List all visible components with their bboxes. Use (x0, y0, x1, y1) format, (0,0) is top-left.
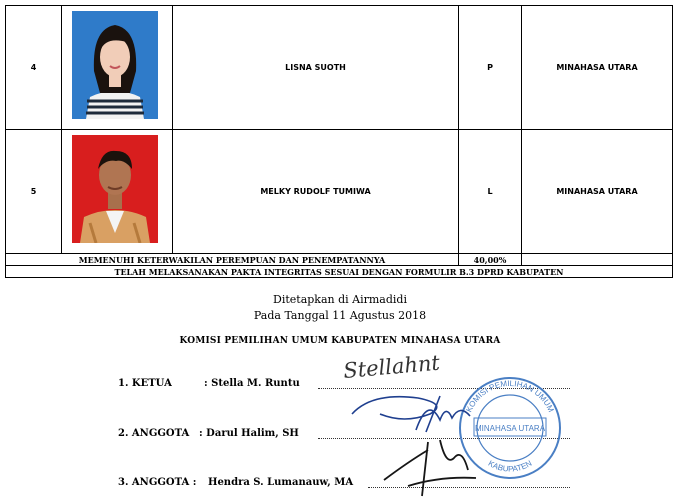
signature-chair (342, 351, 441, 383)
svg-text:Stellahnt: Stellahnt (342, 350, 441, 383)
women-representation-label: MEMENUHI KETERWAKILAN PEREMPUAN DAN PENEMPATANNYA (6, 254, 459, 266)
signature-member-2 (384, 440, 476, 496)
stamp-bottom-text: KABUPATEN (486, 458, 534, 474)
issue-date: Pada Tanggal 11 Agustus 2018 (253, 309, 427, 322)
stamp-center-text: MINAHASA UTARA (474, 424, 546, 433)
signatory-role: 3. ANGGOTA : (118, 477, 197, 488)
candidate-sex: L (459, 130, 522, 254)
signatory-role: 1. KETUA (118, 378, 172, 389)
candidate-number: 4 (6, 6, 62, 130)
official-stamp (460, 378, 560, 478)
integrity-pact-label: TELAH MELAKSANAKAN PAKTA INTEGRITAS SESUAI DENGAN FORMULIR B.3 DPRD KABUPATEN (6, 266, 673, 278)
candidate-number: 5 (6, 130, 62, 254)
signatory-name: : Stella M. Runtu (204, 378, 300, 389)
candidate-name: MELKY RUDOLF TUMIWA (173, 130, 459, 254)
women-representation-value: 40,00% (459, 254, 522, 266)
stamp-top-text: KOMISI PEMILIHAN UMUM (464, 378, 556, 414)
candidate-region: MINAHASA UTARA (522, 6, 673, 130)
signatory-role: 2. ANGGOTA (118, 428, 190, 439)
candidate-sex: P (459, 6, 522, 130)
organization-title: KOMISI PEMILIHAN UMUM KABUPATEN MINAHASA UTARA (179, 336, 501, 346)
candidate-name: LISNA SUOTH (173, 6, 459, 130)
signature-member-1 (352, 396, 470, 432)
signatory-name: : Darul Halim, SH (199, 428, 299, 439)
candidate-region: MINAHASA UTARA (522, 130, 673, 254)
signatory-name: Hendra S. Lumanauw, MA (208, 477, 354, 488)
issue-place: Ditetapkan di Airmadidi (273, 293, 407, 306)
